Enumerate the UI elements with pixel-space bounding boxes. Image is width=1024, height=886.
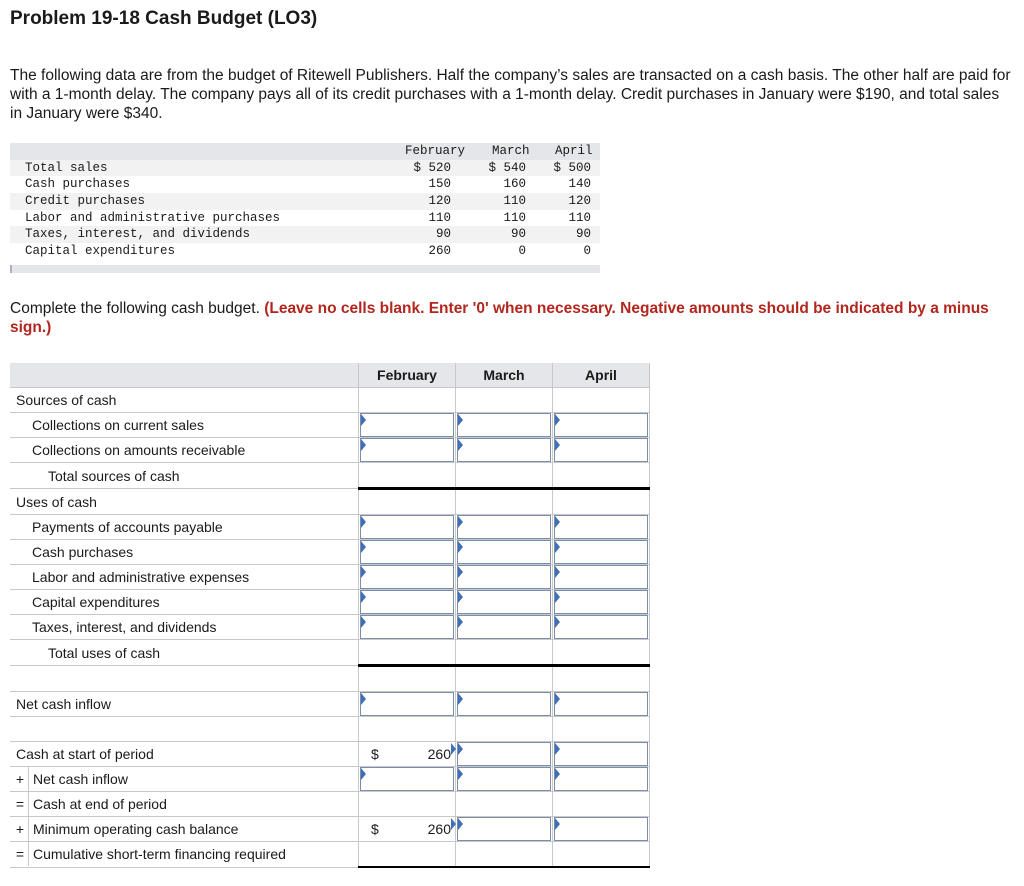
- given-cell: $ 500: [553, 160, 591, 175]
- given-col-april: April: [555, 144, 593, 158]
- given-row: [10, 210, 600, 227]
- spacer-row: [10, 666, 650, 692]
- net-inflow-label: Net cash inflow: [10, 692, 359, 717]
- payments-ap-label: Payments of accounts payable: [10, 515, 359, 540]
- given-cell: 120: [568, 194, 591, 209]
- cash-end-label-cell: [10, 792, 359, 817]
- currency-symbol: $: [371, 746, 379, 762]
- net-inflow2-label: Net cash inflow: [33, 771, 128, 787]
- given-cell: 110: [428, 210, 451, 225]
- min-balance-feb-amount: 260: [427, 821, 451, 837]
- payments-ap-feb-input[interactable]: [360, 515, 454, 539]
- payments-ap-apr-input[interactable]: [554, 515, 648, 539]
- collections-current-row: [10, 413, 650, 438]
- given-cell: 110: [503, 194, 526, 209]
- budget-col-february: February: [359, 363, 456, 388]
- taxes-apr-input[interactable]: [554, 615, 648, 639]
- uses-header-row: [10, 489, 650, 515]
- min-balance-label-cell: [10, 817, 359, 842]
- capex-feb-input[interactable]: [360, 590, 454, 614]
- collections-current-label: Collections on current sales: [10, 413, 359, 438]
- total-uses-row: [10, 640, 650, 666]
- cash-end-row: [10, 792, 650, 817]
- given-cell: 160: [503, 177, 526, 192]
- collections-receivable-mar-input[interactable]: [457, 438, 551, 462]
- cumulative-row: [10, 842, 650, 868]
- given-row: [10, 160, 600, 177]
- given-cell: 0: [518, 244, 526, 259]
- total-uses-apr-input[interactable]: [554, 641, 648, 663]
- problem-description: The following data are from the budget of Ritewell Publishers. Half the company’s sales are transacted on a cash basis. The other half are paid for with a 1-month delay. The company pays all of its credit purchases with a 1-month delay. Credit purchases in January were $190, and total sales in January were $340.: [10, 67, 1011, 122]
- collections-current-apr-input[interactable]: [554, 413, 648, 437]
- min-balance-mar-input[interactable]: [457, 817, 551, 841]
- collections-receivable-label: Collections on amounts receivable: [10, 438, 359, 463]
- given-cell: 140: [568, 177, 591, 192]
- empty-cell: [359, 489, 456, 515]
- total-sources-row: [10, 463, 650, 489]
- net-inflow2-apr-input[interactable]: [554, 767, 648, 791]
- instructions: [10, 299, 1010, 337]
- empty-cell: [359, 717, 456, 742]
- cash-purchases-label: Cash purchases: [10, 540, 359, 565]
- empty-cell: [553, 388, 650, 413]
- given-row: [10, 226, 600, 243]
- taxes-label: Taxes, interest, and dividends: [10, 615, 359, 640]
- collections-receivable-apr-input[interactable]: [554, 438, 648, 462]
- empty-cell: [359, 388, 456, 413]
- cash-purchases-mar-input[interactable]: [457, 540, 551, 564]
- net-inflow-row: [10, 692, 650, 717]
- given-table-scrollbar: [10, 265, 600, 273]
- cash-start-feb-amount: 260: [427, 746, 451, 762]
- cash-end-feb-input[interactable]: [360, 793, 454, 815]
- given-cell: 90: [575, 227, 591, 242]
- labor-admin-mar-input[interactable]: [457, 565, 551, 589]
- cash-end-mar-input[interactable]: [457, 793, 551, 815]
- min-balance-row: [10, 817, 650, 842]
- given-cell: 90: [435, 227, 451, 242]
- taxes-mar-input[interactable]: [457, 615, 551, 639]
- budget-col-march: March: [456, 363, 553, 388]
- cash-purchases-feb-input[interactable]: [360, 540, 454, 564]
- total-sources-apr-input[interactable]: [554, 464, 648, 486]
- given-header-row: [10, 143, 600, 160]
- capex-row: [10, 590, 650, 615]
- given-cell: 150: [428, 177, 451, 192]
- payments-ap-mar-input[interactable]: [457, 515, 551, 539]
- given-row: [10, 193, 600, 210]
- given-row-label: Labor and administrative purchases: [25, 210, 281, 225]
- cumulative-label-cell: [10, 842, 359, 868]
- budget-header-blank: [10, 363, 359, 388]
- total-uses-label: Total uses of cash: [10, 640, 359, 666]
- net-inflow-mar-input[interactable]: [457, 692, 551, 716]
- total-sources-label: Total sources of cash: [10, 463, 359, 489]
- given-col-march: March: [492, 144, 530, 158]
- given-row-label: Total sales: [25, 160, 108, 175]
- given-row-label: Capital expenditures: [25, 244, 176, 259]
- page-title: Problem 19-18 Cash Budget (LO3): [10, 8, 318, 29]
- capex-mar-input[interactable]: [457, 590, 551, 614]
- empty-cell: [553, 666, 650, 692]
- given-data-table: [10, 143, 600, 273]
- collections-receivable-row: [10, 438, 650, 463]
- empty-cell: [456, 489, 553, 515]
- given-row: [10, 176, 600, 193]
- uses-of-cash-label: Uses of cash: [10, 489, 359, 515]
- instructions-lead: Complete the following cash budget.: [10, 300, 265, 317]
- total-uses-mar-input[interactable]: [457, 641, 551, 663]
- cash-end-apr-input[interactable]: [554, 793, 648, 815]
- given-cell: 110: [568, 210, 591, 225]
- plus-symbol: +: [12, 817, 29, 841]
- empty-cell: [359, 666, 456, 692]
- sources-of-cash-label: Sources of cash: [10, 388, 359, 413]
- net-inflow2-mar-input[interactable]: [457, 767, 551, 791]
- capex-apr-input[interactable]: [554, 590, 648, 614]
- cash-start-apr-input[interactable]: [554, 742, 648, 766]
- empty-cell: [456, 717, 553, 742]
- cumulative-mar-input[interactable]: [457, 843, 551, 865]
- taxes-row: [10, 615, 650, 640]
- payments-ap-row: [10, 515, 650, 540]
- budget-col-april: April: [553, 363, 650, 388]
- sources-header-row: [10, 388, 650, 413]
- equals-symbol: =: [12, 792, 29, 816]
- cash-budget-table: [10, 363, 650, 868]
- given-row: [10, 243, 600, 260]
- taxes-feb-input[interactable]: [360, 615, 454, 639]
- empty-cell: [456, 388, 553, 413]
- min-balance-label: Minimum operating cash balance: [33, 821, 239, 837]
- given-row-label: Cash purchases: [25, 177, 131, 192]
- empty-cell: [456, 666, 553, 692]
- cash-purchases-apr-input[interactable]: [554, 540, 648, 564]
- net-inflow2-label-cell: [10, 767, 359, 792]
- cumulative-feb-input[interactable]: [360, 843, 454, 865]
- empty-cell: [10, 666, 359, 692]
- budget-header-row: [10, 363, 650, 388]
- labor-admin-label: Labor and administrative expenses: [10, 565, 359, 590]
- net-inflow2-feb-input[interactable]: [360, 767, 454, 791]
- collections-current-mar-input[interactable]: [457, 413, 551, 437]
- given-cell: 0: [583, 244, 591, 259]
- empty-cell: [10, 717, 359, 742]
- min-balance-apr-input[interactable]: [554, 817, 648, 841]
- given-cell: 120: [428, 194, 451, 209]
- cash-purchases-row: [10, 540, 650, 565]
- instructions-emphasis: (Leave no cells blank. Enter '0' when necessary. Negative amounts should be indicated by a minus sign.): [10, 300, 989, 336]
- labor-admin-feb-input[interactable]: [360, 565, 454, 589]
- labor-admin-apr-input[interactable]: [554, 565, 648, 589]
- given-cell: 90: [510, 227, 526, 242]
- min-balance-feb-value: [359, 818, 455, 840]
- given-row-label: Credit purchases: [25, 194, 146, 209]
- cumulative-label: Cumulative short-term financing required: [33, 846, 286, 863]
- empty-cell: [553, 717, 650, 742]
- currency-symbol: $: [371, 821, 379, 837]
- given-col-february: February: [405, 144, 466, 158]
- total-sources-feb-input[interactable]: [360, 464, 454, 486]
- plus-symbol: +: [12, 767, 29, 791]
- labor-admin-row: [10, 565, 650, 590]
- cash-start-label: Cash at start of period: [10, 742, 359, 767]
- empty-cell: [553, 489, 650, 515]
- net-inflow2-row: [10, 767, 650, 792]
- given-cell: $ 540: [488, 160, 526, 175]
- equals-symbol: =: [12, 842, 29, 866]
- total-sources-mar-input[interactable]: [457, 464, 551, 486]
- cash-start-row: [10, 742, 650, 767]
- collections-current-feb-input[interactable]: [360, 413, 454, 437]
- given-row-label: Taxes, interest, and dividends: [25, 227, 251, 242]
- cash-start-feb-value: [359, 743, 455, 765]
- given-cell: 260: [428, 244, 451, 259]
- total-uses-feb-input[interactable]: [360, 641, 454, 663]
- net-inflow-apr-input[interactable]: [554, 692, 648, 716]
- spacer-row: [10, 717, 650, 742]
- net-inflow-feb-input[interactable]: [360, 692, 454, 716]
- capex-label: Capital expenditures: [10, 590, 359, 615]
- collections-receivable-feb-input[interactable]: [360, 438, 454, 462]
- cash-start-mar-input[interactable]: [457, 742, 551, 766]
- given-cell: 110: [503, 210, 526, 225]
- cumulative-apr-input[interactable]: [554, 843, 648, 865]
- cash-end-label: Cash at end of period: [33, 796, 167, 812]
- given-cell: $ 520: [413, 160, 451, 175]
